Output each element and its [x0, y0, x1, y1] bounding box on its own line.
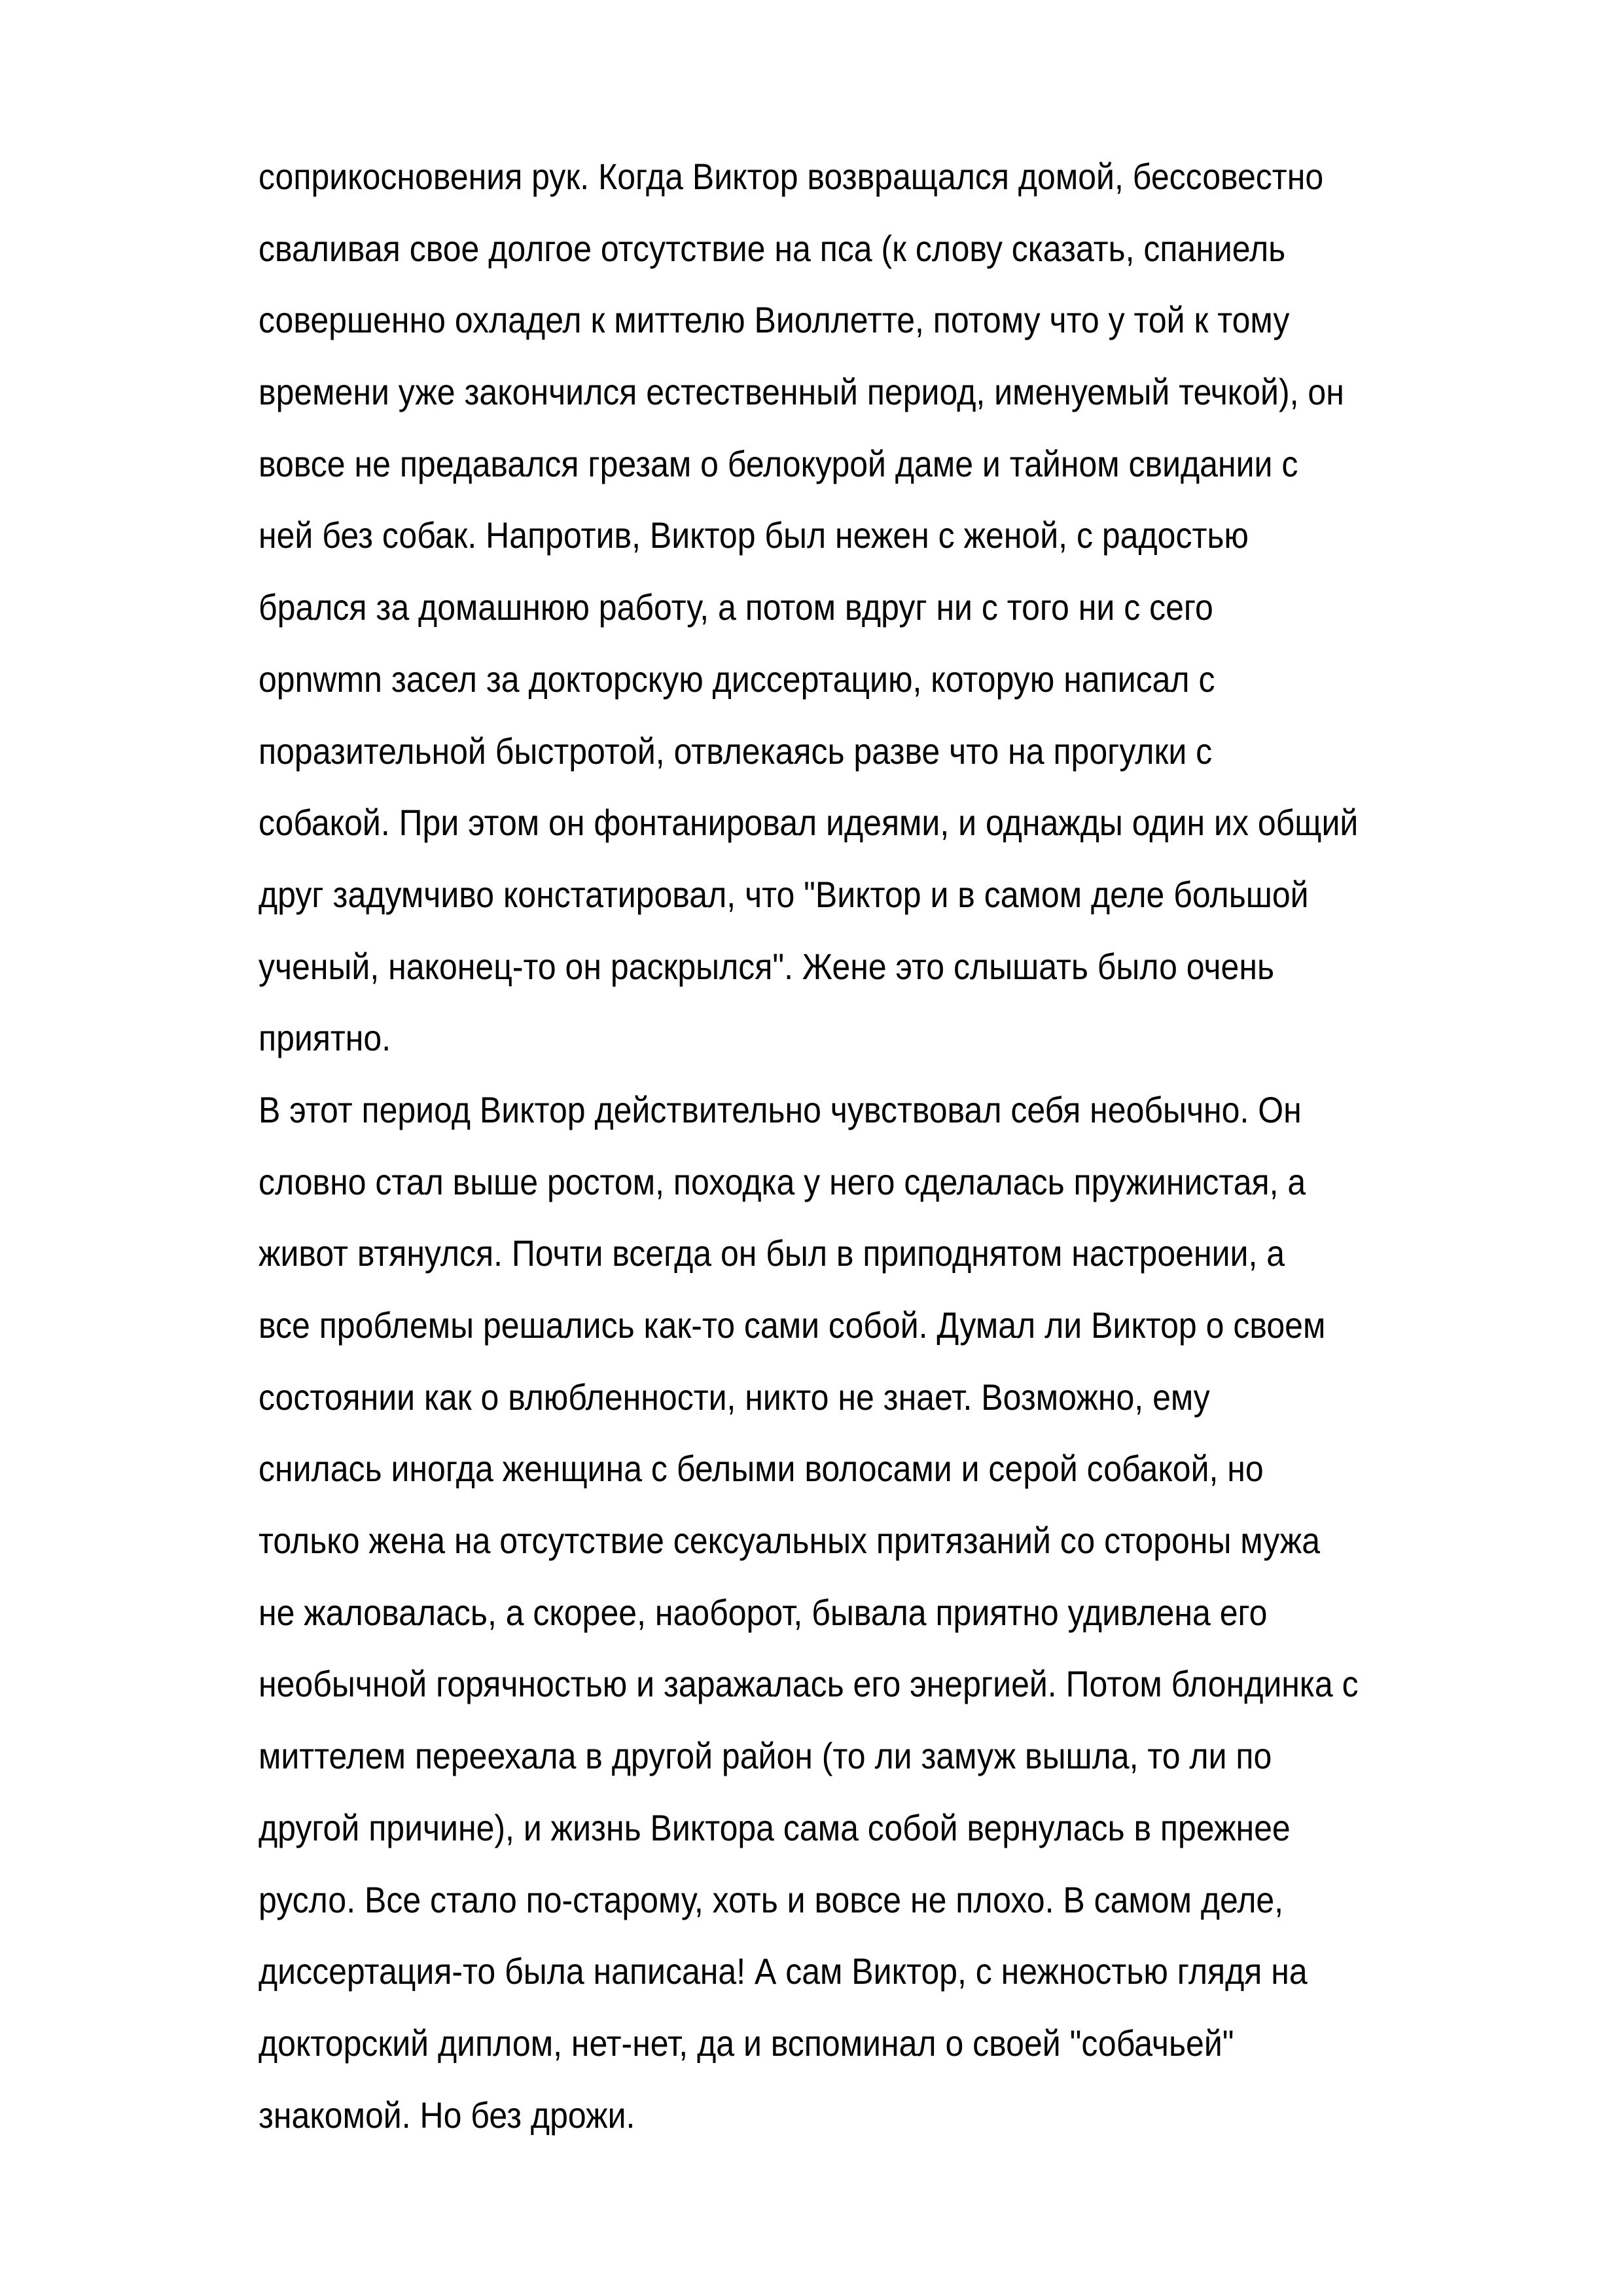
text-line: ней без собак. Напротив, Виктор был нежен с женой, с радостью: [259, 514, 1249, 556]
text-line: только жена на отсутствие сексуальных притязаний со стороны мужа: [259, 1520, 1321, 1562]
text-line: друг задумчиво констатировал, что "Виктор и в самом деле большой: [259, 874, 1309, 916]
text-line: диссертация-то была написана! А сам Виктор, с нежностью глядя на: [259, 1950, 1308, 1992]
text-line: соприкосновения рук. Когда Виктор возвращался домой, бессовестно: [259, 156, 1324, 198]
body-text: [259, 141, 1384, 2151]
text-line: приятно.: [259, 1017, 391, 1059]
text-line: миттелем переехала в другой район (то ли замуж вышла, то ли по: [259, 1735, 1272, 1777]
text-line: знакомой. Но без дрожи.: [259, 2094, 635, 2136]
text-line: ученый, наконец-то он раскрылся". Жене это слышать было очень: [259, 946, 1275, 987]
text-line: брался за домашнюю работу, а потом вдруг ни с того ни с сего: [259, 586, 1213, 628]
text-line: совершенно охладел к миттелю Виоллетте, потому что у той к тому: [259, 299, 1290, 341]
text-line: opnwmn засел за докторскую диссертацию, которую написал с: [259, 658, 1215, 700]
text-line: снилась иногда женщина с белыми волосами и серой собакой, но: [259, 1448, 1264, 1490]
text-line: необычной горячностью и заражалась его энергией. Потом блондинка с: [259, 1663, 1359, 1705]
text-line: сваливая свое долгое отсутствие на пса (к слову сказать, спаниель: [259, 228, 1286, 269]
text-line: собакой. При этом он фонтанировал идеями, и однажды один их общий: [259, 802, 1359, 844]
text-line: времени уже закончился естественный период, именуемый течкой), он: [259, 371, 1344, 413]
text-line: не жаловалась, а скорее, наоборот, бывала приятно удивлена его: [259, 1592, 1268, 1634]
text-line: все проблемы решались как-то сами собой. Думал ли Виктор о своем: [259, 1304, 1326, 1346]
text-line: В этот период Виктор действительно чувствовал себя необычно. Он: [259, 1089, 1302, 1131]
text-line: состоянии как о влюбленности, никто не знает. Возможно, ему: [259, 1376, 1210, 1418]
text-line: русло. Все стало по-старому, хоть и вовсе не плохо. В самом деле,: [259, 1879, 1284, 1920]
text-line: живот втянулся. Почти всегда он был в приподнятом настроении, а: [259, 1232, 1285, 1274]
text-line: поразительной быстротой, отвлекаясь разве что на прогулки с: [259, 730, 1213, 772]
text-line: словно стал выше ростом, походка у него сделалась пружинистая, а: [259, 1161, 1306, 1202]
text-line: другой причине), и жизнь Виктора сама собой вернулась в прежнее: [259, 1807, 1291, 1849]
text-line: вовсе не предавался грезам о белокурой даме и тайном свидании с: [259, 443, 1298, 485]
text-line: докторский диплом, нет-нет, да и вспоминал о своей "собачьей": [259, 2022, 1234, 2064]
